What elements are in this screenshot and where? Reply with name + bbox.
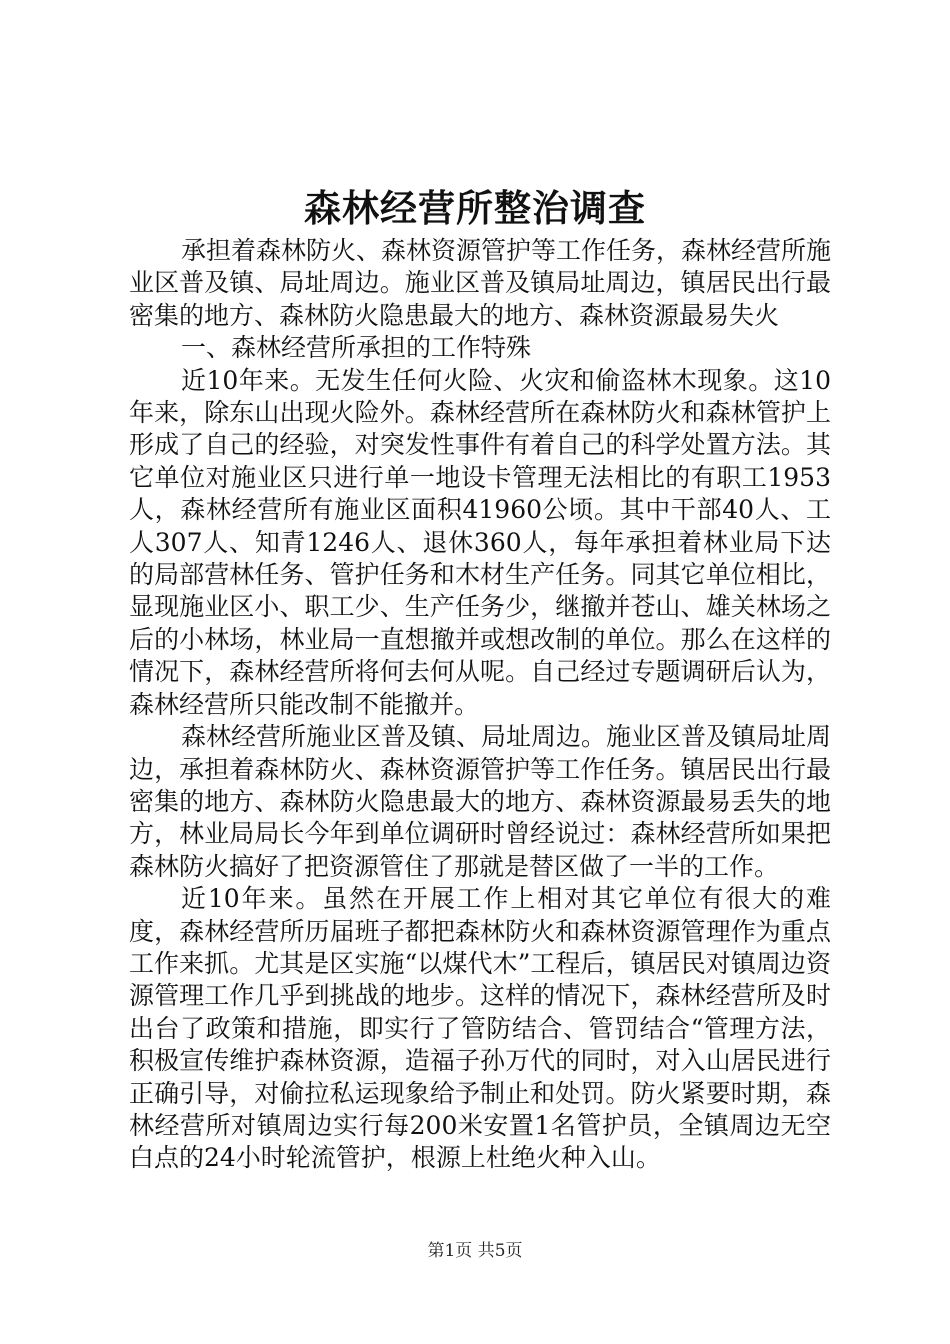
paragraph-location: 森林经营所施业区普及镇、局址周边。施业区普及镇局址周边，承担着森林防火、森林资源管护等工作任务。镇居民出行最密集的地方、森林防火隐患最大的地方、森林资源最易丢失的地方，林业局局长今年到单位调研时曾经说过：森林经营所如果把森林防火搞好了把资源管住了那就是替区做了一半的工作。 [129, 722, 832, 881]
paragraph-intro: 承担着森林防火、森林资源管护等工作任务，森林经营所施业区普及镇、局址周边。施业区普及镇局址周边，镇居民出行最密集的地方、森林防火隐患最大的地方、森林资源最易失火 [129, 236, 832, 330]
paragraph-history: 近10年来。无发生任何火险、火灾和偷盗林木现象。这10年来，除东山出现火险外。森林经营所在森林防火和森林管护上形成了自己的经验，对突发性事件有着自己的科学处置方法。其它单位对施业区只进行单一地设卡管理无法相比的有职工1953人，森林经营所有施业区面积41960公顷。其中干部40人、工人307人、知青1246人、退休360人，每年承担着林业局下达的局部营林任务、管护任务和木材生产任务。同其它单位相比，显现施业区小、职工少、生产任务少，继撤并苍山、雄关林场之后的小林场，林业局一直想撤并或想改制的单位。那么在这样的情况下，森林经营所将何去何从呢。自己经过专题调研后认为，森林经营所只能改制不能撤并。 [129, 365, 831, 719]
document-body [129, 235, 831, 1175]
page-footer: 第1页 共5页 [427, 1241, 523, 1261]
document-title: 森林经营所整治调查 [304, 186, 646, 230]
section-heading: 一、森林经营所承担的工作特殊 [181, 333, 532, 363]
paragraph-management: 近10年来。虽然在开展工作上相对其它单位有很大的难度，森林经营所历届班子都把森林防火和森林资源管理作为重点工作来抓。尤其是区实施“以煤代木”工程后，镇居民对镇周边资源管理工作几乎到挑战的地步。这样的情况下，森林经营所及时出台了政策和措施，即实行了管防结合、管罚结合“管理方法，积极宣传维护森林资源，造福子孙万代的同时，对入山居民进行正确引导，对偷拉私运现象给予制止和处罚。防火紧要时期，森林经营所对镇周边实行每200米安置1名管护员，全镇周边无空白点的24小时轮流管护，根源上杜绝火种入山。 [129, 884, 831, 1173]
